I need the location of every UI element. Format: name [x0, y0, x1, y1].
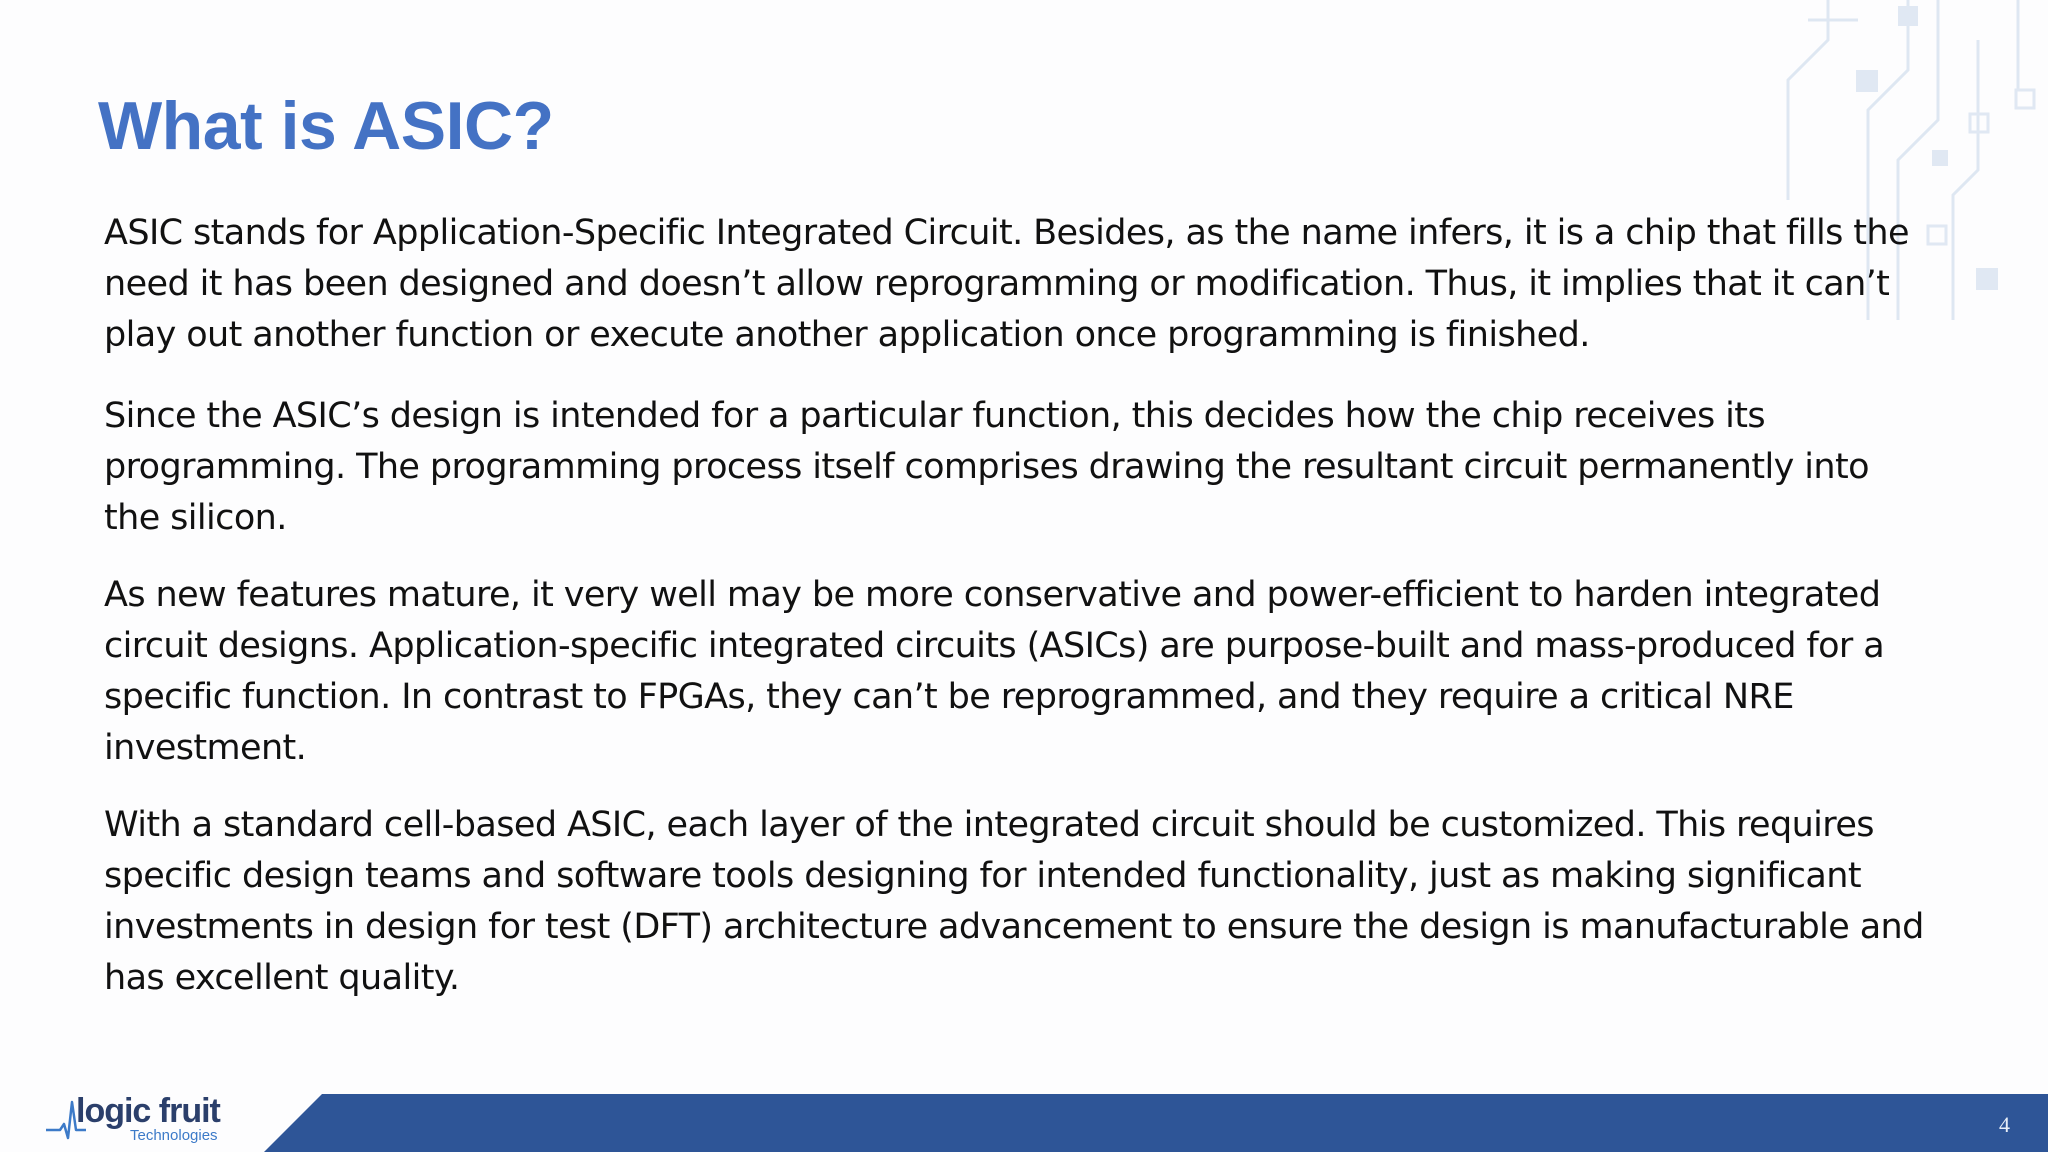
text-line: With a standard cell-based ASIC, each layer of the integrated circuit should be customized. This requires: [104, 805, 1874, 845]
slide-title: What is ASIC?: [98, 88, 554, 164]
text-line: specific function. In contrast to FPGAs, they can’t be reprogrammed, and they require a critical NRE: [104, 677, 1794, 717]
page-number: 4: [1999, 1112, 2010, 1137]
text-line: circuit designs. Application-specific integrated circuits (ASICs) are purpose-built and mass-produced for a: [104, 626, 1885, 666]
text-line: investments in design for test (DFT) architecture advancement to ensure the design is manufacturable and: [104, 907, 1924, 947]
text-line: investment.: [104, 728, 307, 768]
paragraph-asic-definition: [104, 208, 2004, 361]
footer-bar: [0, 1094, 2048, 1152]
text-line: the silicon.: [104, 498, 287, 538]
text-line: need it has been designed and doesn’t allow reprogramming or modification. Thus, it implies that it can’t: [104, 264, 1890, 304]
paragraph-asic-programming: [104, 391, 2004, 544]
company-logo: [46, 1092, 246, 1148]
paragraph-asic-features: [104, 570, 2004, 774]
text-line: ASIC stands for Application-Specific Integrated Circuit. Besides, as the name infers, it is a chip that fills the: [104, 213, 1909, 253]
logo-subtitle: Technologies: [130, 1127, 218, 1144]
text-line: specific design teams and software tools designing for intended functionality, just as making significant: [104, 856, 1861, 896]
text-line: has excellent quality.: [104, 958, 460, 998]
text-line: As new features mature, it very well may be more conservative and power-efficient to harden integrated: [104, 575, 1881, 615]
slide-body: [104, 208, 2004, 1034]
text-line: programming. The programming process itself comprises drawing the resultant circuit permanently into: [104, 447, 1869, 487]
text-line: play out another function or execute another application once programming is finished.: [104, 315, 1590, 355]
text-line: Since the ASIC’s design is intended for a particular function, this decides how the chip receives its: [104, 396, 1765, 436]
paragraph-standard-cell-asic: [104, 800, 2004, 1004]
logo-name: logic fruit: [76, 1092, 220, 1130]
